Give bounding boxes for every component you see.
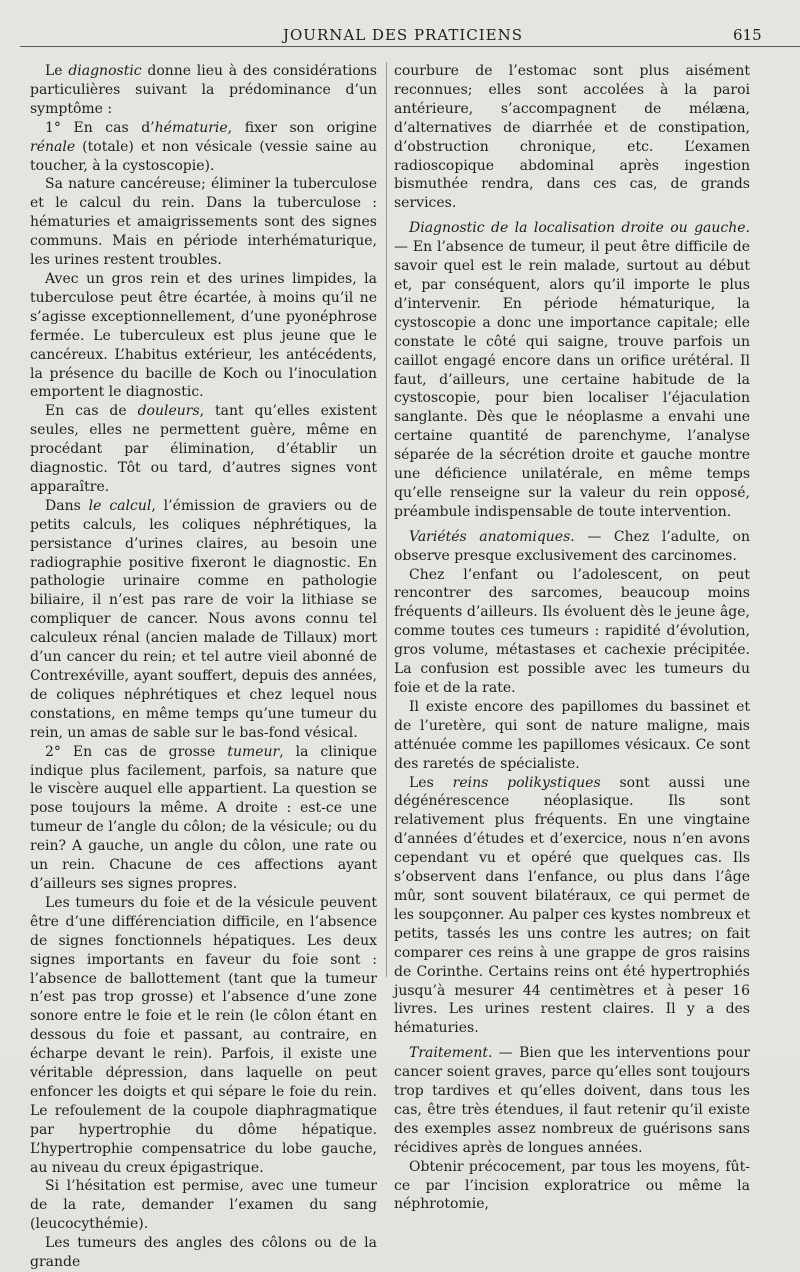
paragraph: Sa nature cancéreuse; éliminer la tuberculose et le calcul du rein. Dans la tuberculose : hématuries et amaigrissements sont des signes communs. Mais en période interhématurique, les urines restent troubles. xyxy=(30,176,377,269)
paragraph: courbure de l’estomac sont plus aisément reconnues; elles sont accolées à la paroi antérieure, s’accompagnent de mélæna, d’alternatives de diarrhée et de constipation, d’obstruction chronique, etc. L’examen radioscopique abdominal après ingestion bismuthée rendra, dans ces cas, de grands services. xyxy=(394,63,750,212)
section-paragraph: Diagnostic de la localisation droite ou gauche. — En l’absence de tumeur, il peut être difficile de savoir quel est le rein malade, surtout au début et, par conséquent, alors qu’il importe le plus d’intervenir. En période hématurique, la cystoscopie a donc une importance capitale; elle constate le côté qui saigne, trouve parfois un caillot engagé encore dans un orifice urétéral. Il faut, d’ailleurs, une certaine habitude de la cystoscopie, pour bien localiser l’éjaculation sanglante. Dès que le néoplasme a envahi une certaine quantité de parenchyme, l’analyse séparée de la sécrétion droite et gauche montre une déficience unilatérale, en même temps qu’elle renseigne sur la valeur du rein opposé, préambule indispensable de toute intervention. xyxy=(394,220,750,520)
paragraph: Si l’hésitation est permise, avec une tumeur de la rate, demander l’examen du sang (leucocythémie). xyxy=(30,1178,377,1233)
paragraph: Les reins polikystiques sont aussi une dégénérescence néoplasique. Ils sont relativement plus fréquents. En une vingtaine d’années d’études et d’exercice, nous n’en avons cependant vu et opéré que quelques cas. Ils s’observent dans l’enfance, ou plus dans l’âge mûr, sont souvent bilatéraux, ce qui permet de les soupçonner. Au palper ces kystes nombreux et petits, tassés les uns contre les autres; on fait comparer ces reins à une grappe de gros raisins de Corinthe. Certains reins ont été hypertrophiés jusqu’à mesurer 44 centimètres et à peser 16 livres. Les urines restent claires. Il y a des hématuries. xyxy=(394,774,751,1037)
paragraph: 1° En cas d’hématurie, fixer son origine rénale (totale) et non vésicale (vessie saine au toucher, à la cystoscopie). xyxy=(30,119,378,174)
paragraph: Obtenir précocement, par tous les moyens, fût-ce par l’incision exploratrice ou même la néphrotomie, xyxy=(394,1158,750,1213)
paragraph: 2° En cas de grosse tumeur, la clinique indique plus facilement, parfois, sa nature que le viscère auquel elle appartient. La question se pose toujours la même. A droite : est-ce une tumeur de l’angle du côlon; de la vésicule; ou du rein? A gauche, un angle du côlon, une rate ou un rein. Chacune de ces affections ayant d’ailleurs ses signes propres. xyxy=(30,743,377,892)
paragraph: Le diagnostic donne lieu à des considérations particulières suivant la prédominance d’un symptôme : xyxy=(30,63,377,117)
paragraph: Dans le calcul, l’émission de graviers ou de petits calculs, les coliques néphrétiques, la persistance d’urines claires, au besoin une radiographie positive fixeront le diagnostic. En pathologie urinaire comme en pathologie biliaire, il n’est pas rare de voir la lithiase se compliquer de cancer. Nous avons connu tel calculeux rénal (ancien malade de Tillaux) mort d’un cancer du rein; et tel autre vieil abonné de Contrexéville, ayant souffert, depuis des années, de coliques néphrétiques et chez lequel nous constations, en même temps qu’une tumeur du rein, un amas de sable sur le bas-fond vésical. xyxy=(30,497,377,741)
paragraph: Les tumeurs des angles des côlons ou de la grande xyxy=(30,1235,377,1271)
page-header xyxy=(0,0,800,44)
paragraph: Chez l’enfant ou l’adolescent, on peut rencontrer des sarcomes, beaucoup moins fréquents d’ailleurs. Ils évoluent dès le jeune âge, comme toutes ces tumeurs : rapidité d’évolution, gros volume, métastases et cachexie précipitée. La confusion est possible avec les tumeurs du foie et de la rate. xyxy=(394,566,750,696)
journal-title: JOURNAL DES PRATICIENS xyxy=(283,26,524,44)
paragraph: Il existe encore des papillomes du bassinet et de l’uretère, qui sont de nature maligne, mais atténuée comme les papillomes vésicaux. Ce sont des raretés de spécialiste. xyxy=(394,698,750,772)
paragraph: Les tumeurs du foie et de la vésicule peuvent être d’une différenciation difficile, en l’absence de signes fonctionnels hépatiques. Les deux signes importants en faveur du foie sont : l’absence de ballottement (tant que la tumeur n’est pas trop grosse) et l’absence d’une zone sonore entre le foie et le rein (le côlon étant en dessous du foie et passant, au contraire, en écharpe devant le rein). Parfois, il existe une véritable dépression, dans laquelle on peut enfoncer les doigts et qui sépare le foie du rein. Le refoulement de la coupole diaphragmatique par hypertrophie du dôme hépatique. L’hypertrophie compensatrice du lobe gauche, au niveau du creux épigastrique. xyxy=(30,894,377,1176)
header-rule xyxy=(20,46,800,47)
right-column xyxy=(394,62,750,1214)
column-divider xyxy=(386,62,387,977)
page-number: 615 xyxy=(733,26,762,44)
paragraph: Avec un gros rein et des urines limpides, la tuberculose peut être écartée, à moins qu’il ne s’agisse exceptionnellement, d’une pyonéphrose fermée. Le tuberculeux est plus jeune que le cancéreux. L’habitus extérieur, les antécédents, la présence du bacille de Koch ou l’inoculation emportent le diagnostic. xyxy=(30,270,377,401)
paragraph: En cas de douleurs, tant qu’elles existent seules, elles ne permettent guère, même en procédant par élimination, d’établir un diagnostic. Tôt ou tard, d’autres signes vont apparaître. xyxy=(30,403,377,495)
section-paragraph: Traitement. — Bien que les interventions pour cancer soient graves, parce qu’elles sont toujours trop tardives et qu’elles doivent, dans tous les cas, être très étendues, il faut retenir qu’il existe des exemples assez nombreux de guérisons sans récidives après de longues années. xyxy=(394,1045,750,1156)
left-column xyxy=(30,62,377,1272)
section-paragraph: Variétés anatomiques. — Chez l’adulte, on observe presque exclusivement des carcinomes. xyxy=(394,528,750,564)
